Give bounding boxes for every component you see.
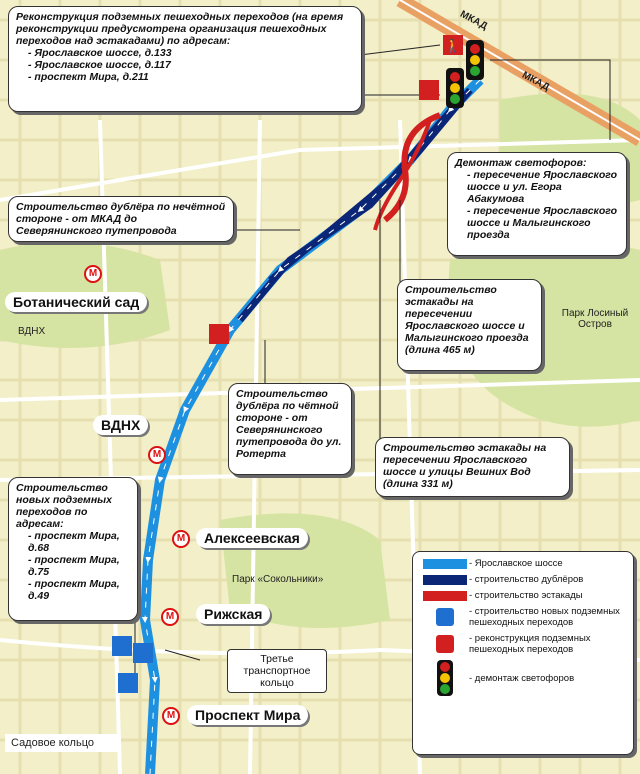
reconstruction-item: - Ярославское шоссе, д.117 [28,59,354,71]
traffic-lights-item: - пересечение Ярославского шоссе и Малыгинского проезда [467,205,619,241]
reconstruction-item: - Ярославское шоссе, д.133 [28,47,354,59]
traffic-light-marker-1 [466,40,484,80]
legend-row [421,590,625,601]
legend-label: - строительство эстакады [469,590,583,601]
traffic-light-marker-2 [446,68,464,108]
legend-label: - реконструкция подземных пешеходных переходов [469,633,591,655]
station-vdnh: ВДНХ [93,415,148,435]
reconstruction-item: - проспект Мира, д.211 [28,71,354,83]
legend-row [421,558,625,569]
traffic-lights-item: - пересечение Ярославского шоссе и ул. Егора Абакумова [467,169,619,205]
callout-new-crossings [8,477,138,621]
callout-reconstruction-title: Реконструкция подземных пешеходных переходов (на время реконструкции предусмотрена организация пешеходных переходов над эстакадами) по адресам: [16,11,344,47]
callout-reconstruction [8,6,362,112]
mkad-label-2: МКАД [520,69,552,94]
legend-row [421,574,625,585]
legend-label: - демонтаж светофоров [469,672,575,684]
new-crossings-item: - проспект Мира, д.68 [28,530,130,554]
callout-dubler-odd: Строительство дублёра по нечётной стороне - от МКАД до Северянинского путепровода [8,196,234,242]
station-alekseevskaya: Алексеевская [196,528,308,548]
new-crossings-item: - проспект Мира, д.49 [28,578,130,602]
vdnh-area-label: ВДНХ [18,326,46,337]
park-sokolniki-label: Парк «Сокольники» [232,574,324,585]
legend-row [421,633,625,655]
map-legend [412,551,634,755]
legend-row [421,606,625,628]
metro-icon-rizhskaya: М [161,608,179,626]
third-ring-label: Третье транспортное кольцо [227,649,327,693]
callout-traffic-lights [447,152,627,256]
mkad-label-1: МКАД [458,8,490,33]
metro-icon-alekseevskaya: М [172,530,190,548]
metro-icon-prospekt-mira: М [162,707,180,725]
pedestrian-reconstr-icon [436,635,454,653]
metro-icon-vdnh: М [148,446,166,464]
new-crossings-item: - проспект Мира, д.75 [28,554,130,578]
station-prospekt-mira: Проспект Мира [187,705,308,725]
ped-reconstr-marker-3 [209,324,229,344]
legend-label: - строительство новых подземных пешеходных переходов [469,606,620,628]
ped-new-marker-3 [118,673,138,693]
ped-new-marker-1 [112,636,132,656]
ped-reconstr-marker-1 [443,35,463,55]
legend-label: - Ярославское шоссе [469,558,563,569]
ped-reconstr-marker-2 [419,80,439,100]
metro-icon-botanic: М [84,265,102,283]
legend-row [421,660,625,696]
legend-bar-yaroslavskoe [423,559,467,569]
garden-ring-label: Садовое кольцо [5,734,120,752]
legend-label: - строительство дублёров [469,574,584,585]
legend-bar-dubler [423,575,467,585]
traffic-lights-title: Демонтаж светофоров: [455,157,587,169]
station-botanic: Ботанический сад [5,292,147,312]
legend-bar-estakada [423,591,467,601]
park-losiny-label: Парк Лосиный Остров [561,308,629,330]
new-crossings-title: Строительство новых подземных переходов по адресам: [16,482,112,530]
ped-new-marker-2 [133,643,153,663]
svg-text:🚶: 🚶 [444,39,462,54]
traffic-light-icon [437,660,453,696]
callout-estakada-veshnih: Строительство эстакады на пересечении Ярославского шоссе и улицы Вешних Вод (длина 331 м) [375,437,570,497]
callout-dubler-even: Строительство дублёра по чётной стороне - от Северянинского путепровода до ул. Ротерта [228,383,352,475]
pedestrian-new-icon [436,608,454,626]
callout-estakada-malygin: Строительство эстакады на пересечении Ярославского шоссе и Малыгинского проезда (длина 465 м) [397,279,542,371]
station-rizhskaya: Рижская [196,604,270,624]
